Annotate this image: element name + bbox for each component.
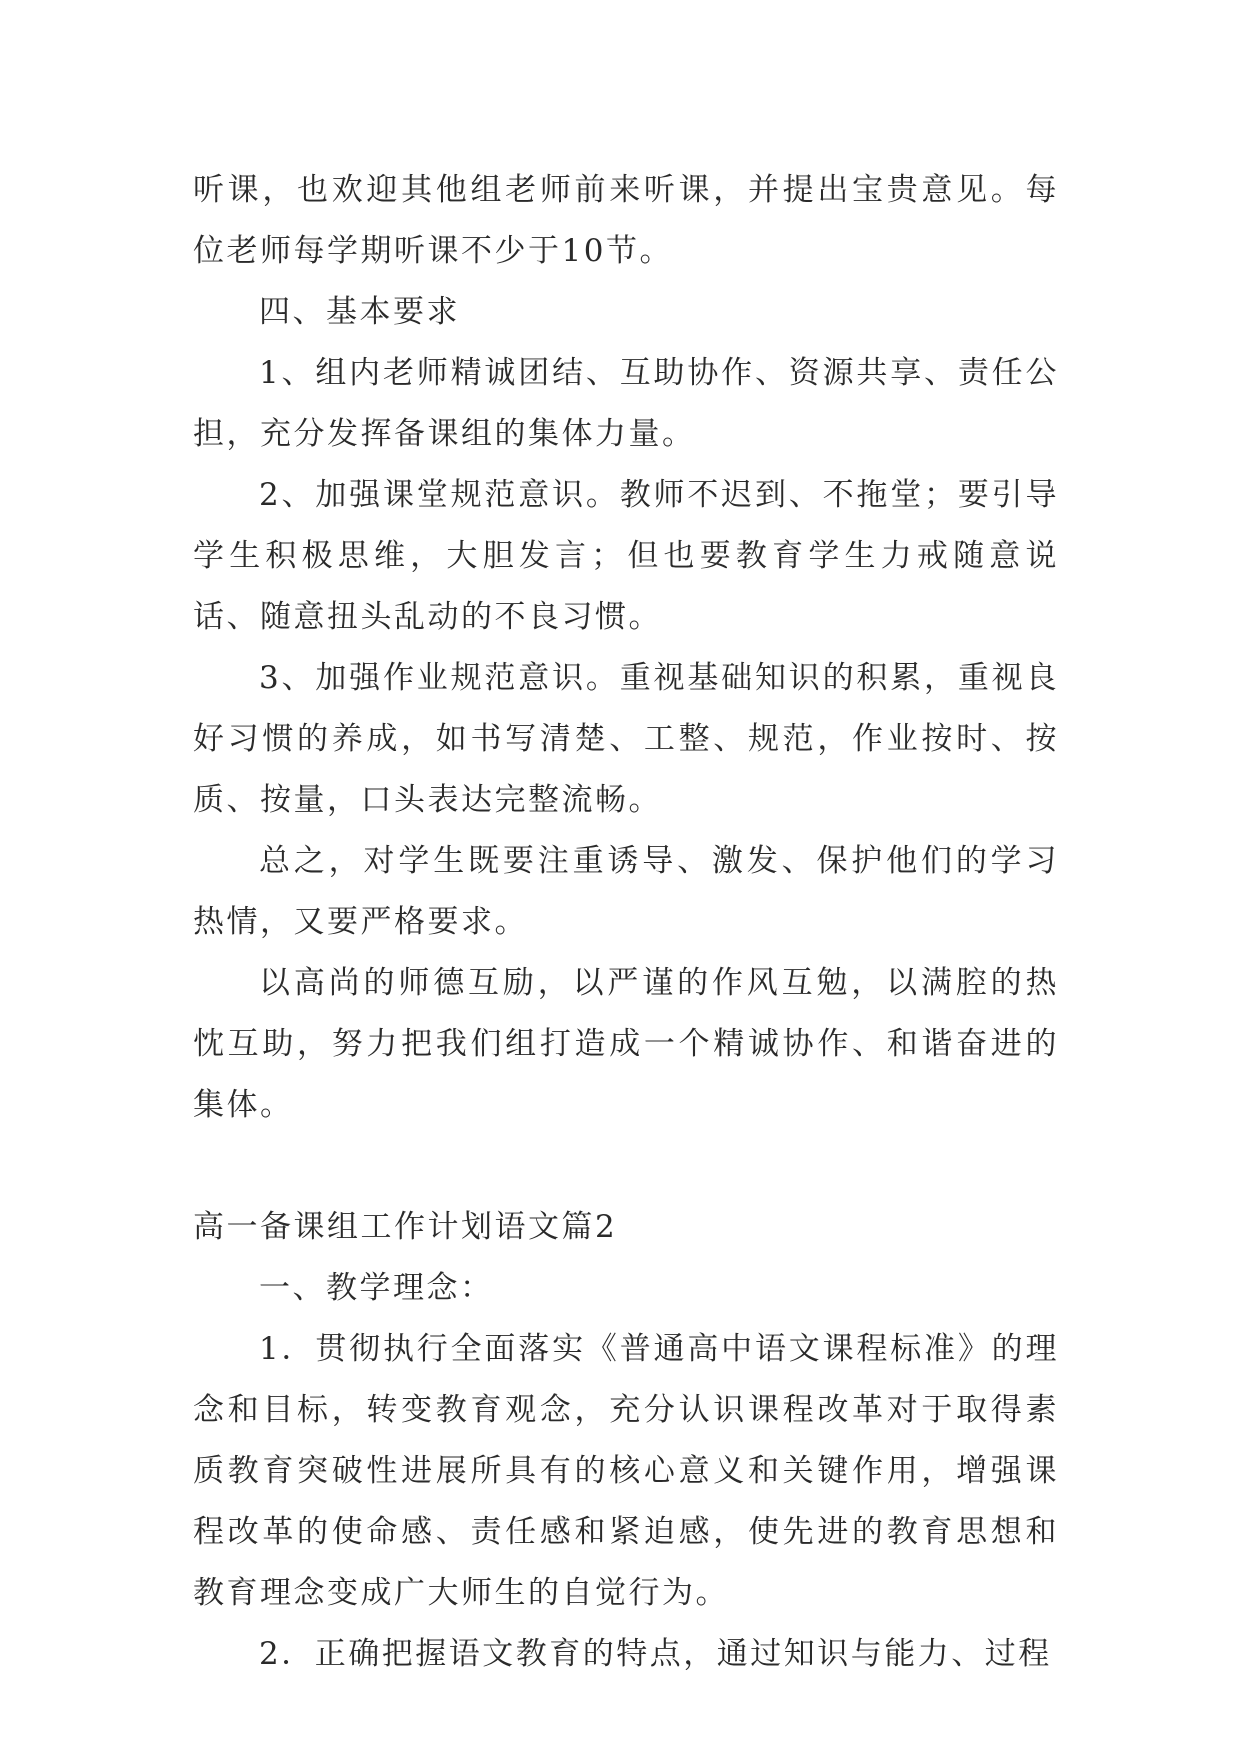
section-heading-basic-requirements: 四、基本要求 [259,294,460,330]
article-title: 高一备课组工作计划语文篇2 [193,1209,618,1245]
paragraph: 2．正确把握语文教育的特点，通过知识与能力、过程 [259,1636,1052,1672]
document-body [193,160,1059,1685]
paragraph: 1、组内老师精诚团结、互助协作、资源共享、责任公担，充分发挥备课组的集体力量。 [193,355,1059,452]
paragraph: 3、加强作业规范意识。重视基础知识的积累，重视良好习惯的养成，如书写清楚、工整、规范，作业按时、按质、按量，口头表达完整流畅。 [193,660,1059,818]
paragraph: 2、加强课堂规范意识。教师不迟到、不拖堂；要引导学生积极思维，大胆发言；但也要教育学生力戒随意说话、随意扭头乱动的不良习惯。 [193,477,1059,635]
paragraph: 1．贯彻执行全面落实《普通高中语文课程标准》的理念和目标，转变教育观念，充分认识课程改革对于取得素质教育突破性进展所具有的核心意义和关键作用，增强课程改革的使命感、责任感和紧迫感，使先进的教育思想和教育理念变成广大师生的自觉行为。 [193,1331,1059,1611]
paragraph: 总之，对学生既要注重诱导、激发、保护他们的学习热情，又要严格要求。 [193,843,1059,940]
section-heading-teaching-philosophy: 一、教学理念： [259,1270,494,1306]
paragraph: 听课，也欢迎其他组老师前来听课，并提出宝贵意见。每位老师每学期听课不少于10节。 [193,172,1059,269]
paragraph: 以高尚的师德互励，以严谨的作风互勉，以满腔的热忱互助，努力把我们组打造成一个精诚协作、和谐奋进的集体。 [193,965,1059,1123]
